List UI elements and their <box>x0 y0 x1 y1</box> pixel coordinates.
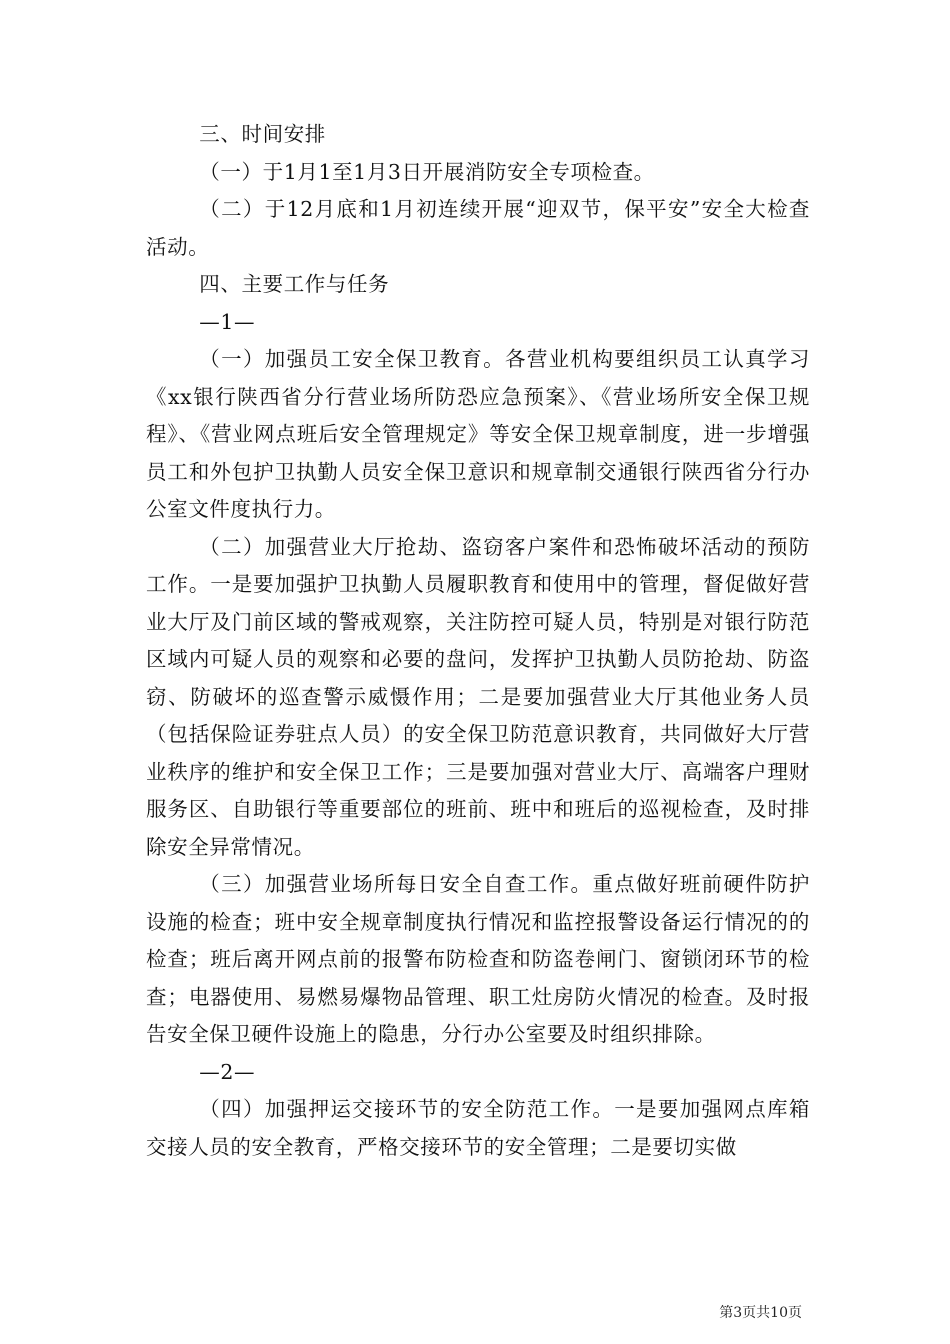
paragraph: （二）于12月底和1月初连续开展“迎双节，保平安”安全大检查活动。 <box>146 197 810 259</box>
paragraph: （二）加强营业大厅抢劫、盗窃客户案件和恐怖破坏活动的预防工作。一是要加强护卫执勤人员履职教育和使用中的管理，督促做好营业大厅及门前区域的警戒观察，关注防控可疑人员，特别是对银行防范区域内可疑人员的观察和必要的盘问，发挥护卫执勤人员防抢劫、防盗窃、防破坏的巡查警示威慑作用；二是要加强营业大厅其他业务人员（包括保险证券驻点人员）的安全保卫防范意识教育，共同做好大厅营业秩序的维护和安全保卫工作；三是要加强对营业大厅、高端客户理财服务区、自助银行等重要部位的班前、班中和班后的巡视检查，及时排除安全异常情况。 <box>146 534 810 859</box>
paragraph: （一）于1月1至1月3日开展消防安全专项检查。 <box>199 159 655 184</box>
body-text <box>146 116 810 1166</box>
section-heading-time: 三、时间安排 <box>199 122 326 146</box>
paragraph: （一）加强员工安全保卫教育。各营业机构要组织员工认真学习《xx银行陕西省分行营业场所防恐应急预案》、《营业场所安全保卫规程》、《营业网点班后安全管理规定》等安全保卫规章制度，进一步增强员工和外包护卫执勤人员安全保卫意识和规章制交通银行陕西省分行办公室文件度执行力。 <box>146 347 810 521</box>
section-heading-tasks: 四、主要工作与任务 <box>199 272 390 296</box>
paragraph: （四）加强押运交接环节的安全防范工作。一是要加强网点库箱交接人员的安全教育，严格交接环节的安全管理；二是要切实做 <box>146 1097 810 1159</box>
page-number-footer: 第3页共10页 <box>719 1305 802 1321</box>
page-marker: —2— <box>199 1059 256 1084</box>
page-marker: —1— <box>199 309 256 334</box>
paragraph: （三）加强营业场所每日安全自查工作。重点做好班前硬件防护设施的检查；班中安全规章制度执行情况和监控报警设备运行情况的的检查；班后离开网点前的报警布防检查和防盗卷闸门、窗锁闭环节的检查；电器使用、易燃易爆物品管理、职工灶房防火情况的检查。及时报告安全保卫硬件设施上的隐患，分行办公室要及时组织排除。 <box>146 872 810 1046</box>
